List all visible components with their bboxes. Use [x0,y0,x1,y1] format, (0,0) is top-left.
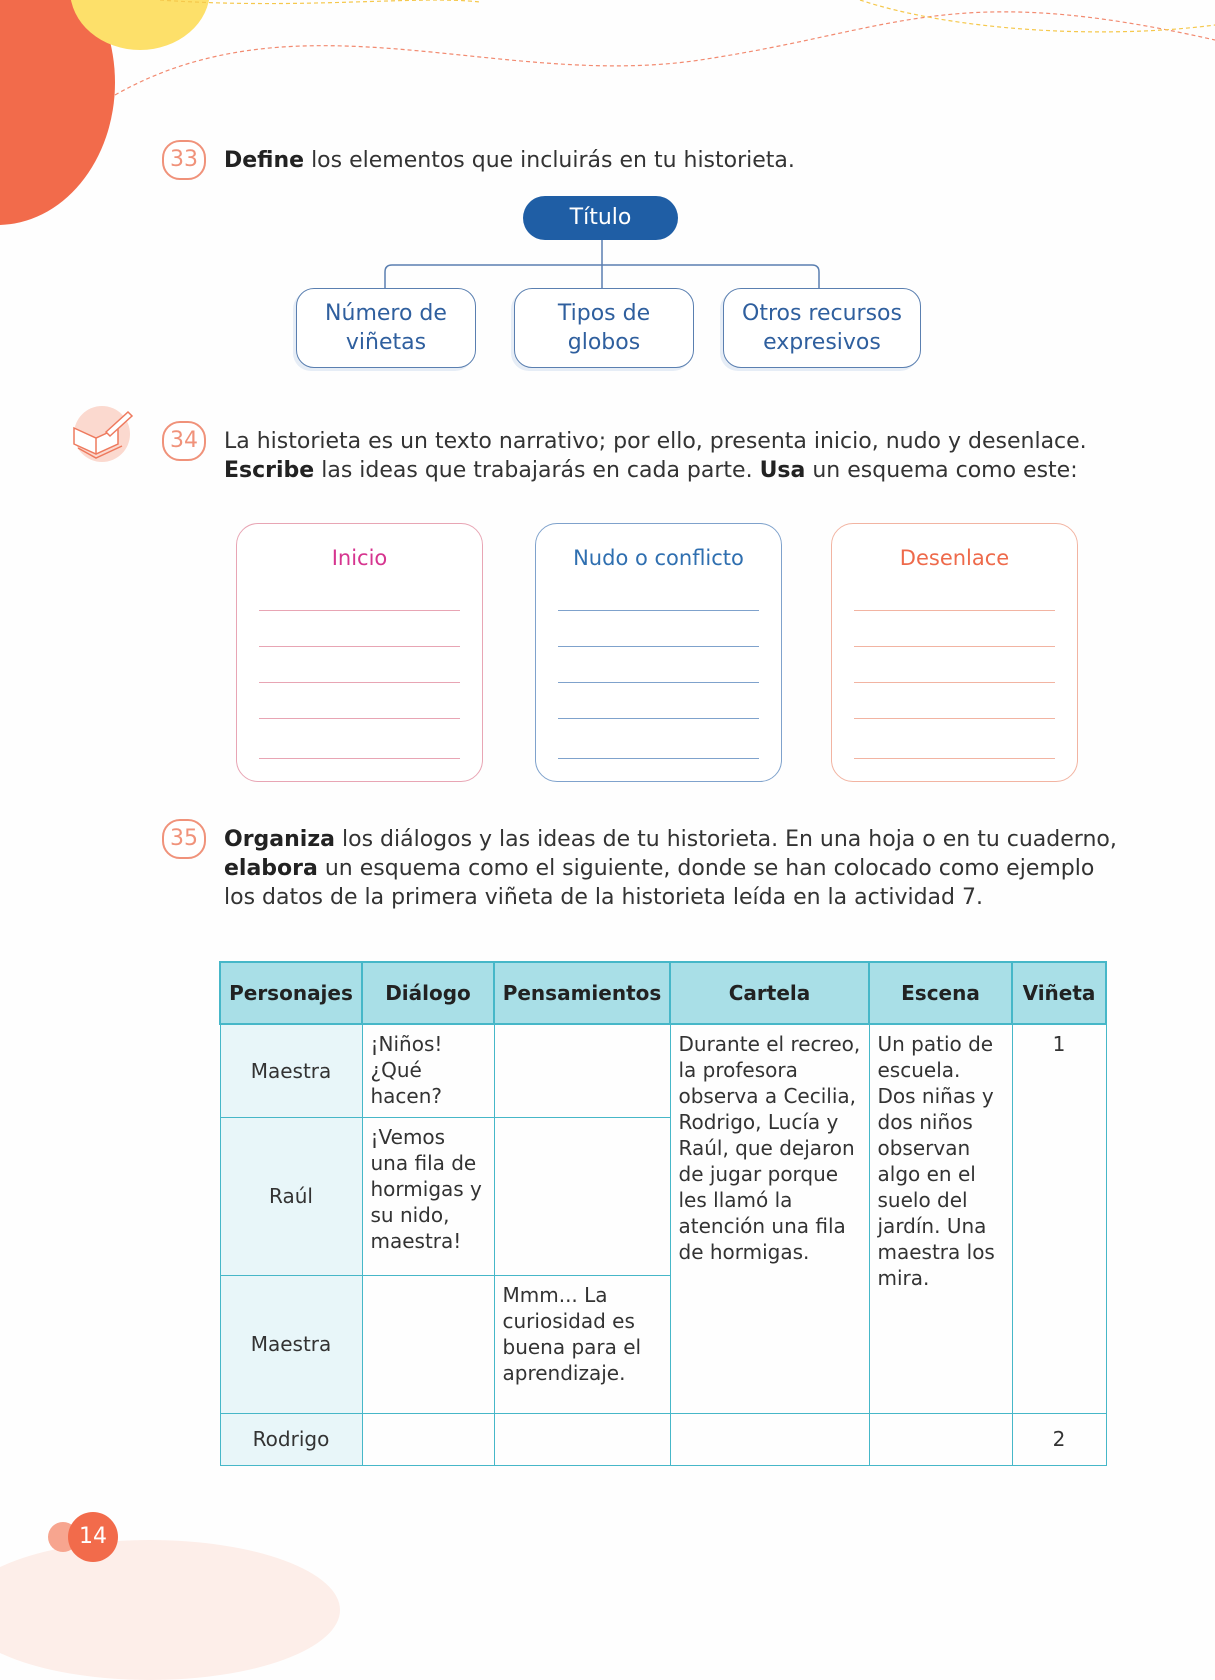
header-personajes: Personajes [220,962,362,1024]
writing-line[interactable] [558,718,759,719]
table-row [220,1024,1106,1117]
page-number: 14 [68,1512,118,1562]
instruction-text: un esquema como este: [805,458,1078,483]
writing-line[interactable] [854,682,1055,683]
node-line: Otros recursos [742,301,902,326]
header-pensamientos: Pensamientos [494,962,670,1024]
node-line: viñetas [345,330,427,355]
diagram-node-numero-vinetas [296,288,476,368]
cell-personaje: Maestra [220,1024,362,1117]
instruction-text: las ideas que trabajarás en cada parte. [314,458,760,483]
card-desenlace [831,523,1078,782]
cell-pensamiento[interactable] [494,1117,670,1275]
card-title: Desenlace [899,546,1010,570]
writing-line[interactable] [558,758,759,759]
cell-vineta: 1 [1012,1024,1106,1413]
cell-personaje: Maestra [220,1275,362,1413]
writing-line[interactable] [259,718,460,719]
activity-number-33: 33 [162,140,206,180]
node-line: expresivos [763,330,881,355]
table-row [220,1413,1106,1465]
cell-dialogo[interactable] [362,1275,494,1413]
activity-number-34: 34 [162,421,206,461]
writing-line[interactable] [854,718,1055,719]
cell-pensamiento: Mmm... La curiosidad es buena para el aprendizaje. [494,1275,670,1413]
cell-pensamiento[interactable] [494,1024,670,1117]
header-cartela: Cartela [670,962,869,1024]
writing-line[interactable] [558,682,759,683]
card-nudo [535,523,782,782]
activity-35-instruction [224,825,1117,912]
card-title: Nudo o conflicto [573,546,744,570]
writing-line[interactable] [259,646,460,647]
writing-line[interactable] [558,646,759,647]
decorative-bottom-blob [0,1540,340,1680]
cell-escena: Un patio de escuela. Dos niñas y dos niños observan algo en el suelo del jardín. Una maestra los mira. [869,1024,1012,1413]
writing-line[interactable] [259,758,460,759]
activity-34-instruction [224,427,1087,485]
instruction-text: La historieta es un texto narrativo; por ello, presenta inicio, nudo y desenlace. [224,429,1087,454]
instruction-bold: Usa [759,458,806,483]
instruction-text: los diálogos y las ideas de tu historieta. En una hoja o en tu cuaderno, [335,827,1117,852]
cell-dialogo[interactable] [362,1413,494,1465]
cell-cartela: Durante el recreo, la profesora observa a Cecilia, Rodrigo, Lucía y Raúl, que dejaron de jugar porque les llamó la atención una fila de hormigas. [670,1024,869,1413]
diagram-root-title: Título [523,196,678,240]
instruction-text: los elementos que incluirás en tu historieta. [304,148,795,173]
instruction-bold: Organiza [224,827,335,852]
cell-escena[interactable] [869,1413,1012,1465]
instruction-text: un esquema como el siguiente, donde se han colocado como ejemplo [317,856,1095,881]
activity-number-35: 35 [162,819,206,859]
cell-dialogo: ¡Vemos una fila de hormigas y su nido, maestra! [362,1117,494,1275]
diagram-node-otros-recursos [723,288,921,368]
writing-line[interactable] [259,610,460,611]
cell-pensamiento[interactable] [494,1413,670,1465]
cell-dialogo: ¡Niños! ¿Qué hacen? [362,1024,494,1117]
writing-book-icon [66,406,136,468]
header-dialogo: Diálogo [362,962,494,1024]
instruction-bold: Escribe [224,458,315,483]
card-title: Inicio [331,546,388,570]
writing-line[interactable] [558,610,759,611]
writing-line[interactable] [259,682,460,683]
node-line: Tipos de [557,301,651,326]
comic-planning-table [219,961,1107,1466]
header-vineta: Viñeta [1012,962,1106,1024]
instruction-bold: Define [224,148,305,173]
node-line: globos [567,330,641,355]
cell-cartela[interactable] [670,1413,869,1465]
diagram-node-tipos-globos [514,288,694,368]
writing-line[interactable] [854,610,1055,611]
cell-vineta: 2 [1012,1413,1106,1465]
table-header-row [220,962,1106,1024]
writing-line[interactable] [854,758,1055,759]
instruction-bold: elabora [224,856,318,881]
instruction-text: los datos de la primera viñeta de la historieta leída en la actividad 7. [224,885,983,910]
writing-line[interactable] [854,646,1055,647]
header-escena: Escena [869,962,1012,1024]
node-line: Número de [325,301,447,326]
cell-personaje: Rodrigo [220,1413,362,1465]
cell-personaje: Raúl [220,1117,362,1275]
card-inicio [236,523,483,782]
